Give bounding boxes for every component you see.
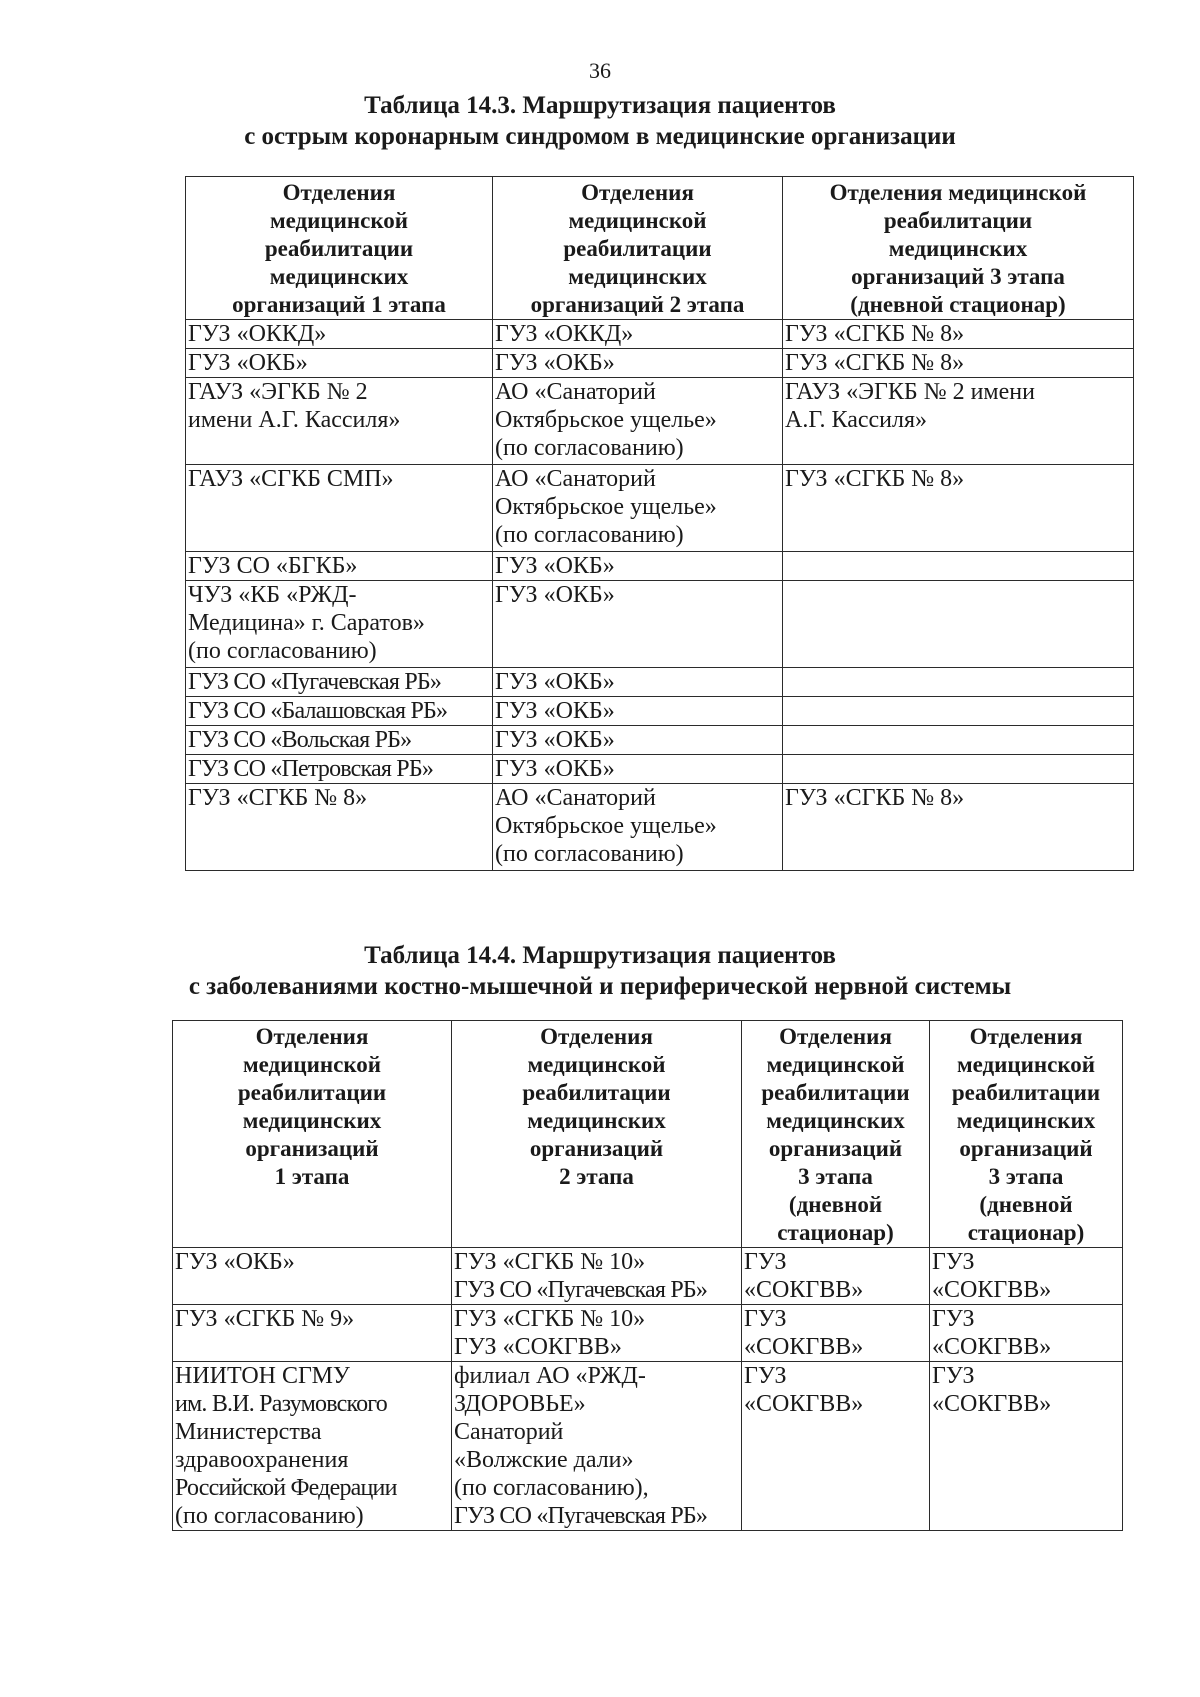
cell-text-line: (по согласованию) — [495, 841, 684, 867]
cell-text-line: ГУЗ СО «Пугачевская РБ» — [454, 1277, 708, 1303]
cell-text-line: ГАУЗ «СГКБ СМП» — [188, 466, 394, 492]
cell-text-line: (по согласованию) — [495, 522, 684, 548]
cell-text-line: ГУЗ СО «Пугачевская РБ» — [188, 669, 442, 695]
table-row — [186, 552, 1134, 581]
cell-text-line: ГУЗ «СОКГВВ» — [454, 1334, 622, 1360]
stage-1-cell — [173, 1305, 452, 1362]
cell-text-line: ГУЗ «СГКБ № 8» — [785, 785, 965, 811]
cell-text-line: «СОКГВВ» — [744, 1334, 864, 1360]
cell-text-line: ГУЗ «ОКБ» — [175, 1249, 295, 1275]
cell-text-line: (по согласованию) — [175, 1503, 364, 1529]
cell-text-line: здравоохранения — [175, 1447, 349, 1473]
stage-3-day-cell — [742, 1362, 930, 1531]
cell-text-line: реабилитации — [883, 208, 1033, 233]
cell-text-line: медицинской — [269, 208, 409, 233]
cell-text-line: реабилитации — [264, 236, 414, 261]
cell-text-line: ГАУЗ «ЭГКБ № 2 — [188, 379, 368, 405]
stage-2-cell — [493, 465, 783, 552]
cell-text-line: ГУЗ «ОККД» — [188, 321, 327, 347]
cell-text-line: реабилитации — [522, 1080, 671, 1105]
stage-3-cell — [783, 726, 1134, 755]
stage-2-cell — [493, 320, 783, 349]
stage-3-cell — [783, 784, 1134, 871]
cell-text-line: ГУЗ «ОКБ» — [495, 669, 615, 695]
cell-text-line: Октябрьское ущелье» — [495, 494, 717, 520]
stage-2-cell — [493, 726, 783, 755]
table-row — [173, 1248, 1123, 1305]
table-14-3-title-line-2: с острым коронарным синдромом в медицинские организации — [244, 123, 956, 150]
table-14-3 — [185, 176, 1134, 871]
table-row — [173, 1362, 1123, 1531]
stage-2-cell — [493, 349, 783, 378]
cell-text-line: Отделения — [969, 1024, 1083, 1049]
stage-1-cell — [186, 784, 493, 871]
cell-text-line: Отделения медицинской — [829, 180, 1087, 205]
stage-3-cell — [783, 378, 1134, 465]
stage-3-day-cell — [930, 1248, 1123, 1305]
cell-text-line: ГУЗ «ОККД» — [495, 321, 634, 347]
cell-text-line: ГУЗ — [932, 1306, 975, 1332]
cell-text-line: реабилитации — [237, 1080, 387, 1105]
table-row — [186, 465, 1134, 552]
cell-text-line: ГУЗ «ОКБ» — [495, 727, 615, 753]
stage-1-cell — [186, 697, 493, 726]
cell-text-line: медицинской — [568, 208, 707, 233]
cell-text-line: (дневной — [788, 1192, 883, 1217]
cell-text-line: ГУЗ «ОКБ» — [495, 553, 615, 579]
cell-text-line: медицинских — [568, 264, 707, 289]
cell-text-line: 3 этапа — [988, 1164, 1064, 1189]
cell-text-line: АО «Санаторий — [495, 466, 656, 492]
table-14-3-header-stage-1 — [186, 177, 493, 320]
table-row — [186, 349, 1134, 378]
stage-2-cell — [452, 1248, 742, 1305]
cell-text-line: организаций — [768, 1136, 903, 1161]
stage-1-cell — [186, 552, 493, 581]
cell-text-line: ГУЗ «ОКБ» — [495, 350, 615, 376]
stage-3-cell — [783, 349, 1134, 378]
cell-text-line: имени А.Г. Кассиля» — [188, 407, 401, 433]
table-row — [186, 784, 1134, 871]
cell-text-line: медицинской — [766, 1052, 905, 1077]
cell-text-line: ГУЗ «ОКБ» — [188, 350, 308, 376]
stage-2-cell — [493, 697, 783, 726]
cell-text-line: ЗДОРОВЬЕ» — [454, 1391, 586, 1417]
stage-3-cell — [783, 552, 1134, 581]
stage-2-cell — [493, 668, 783, 697]
stage-1-cell — [186, 581, 493, 668]
cell-text-line: реабилитации — [951, 1080, 1101, 1105]
cell-text-line: медицинских — [242, 1108, 382, 1133]
cell-text-line: медицинской — [242, 1052, 382, 1077]
table-14-4-title — [0, 940, 1200, 1002]
stage-2-cell — [452, 1305, 742, 1362]
cell-text-line: АО «Санаторий — [495, 379, 656, 405]
cell-text-line: «СОКГВВ» — [744, 1277, 864, 1303]
stage-3-cell — [783, 465, 1134, 552]
cell-text-line: Министерства — [175, 1419, 322, 1445]
stage-3-day-cell — [930, 1362, 1123, 1531]
stage-2-cell — [493, 784, 783, 871]
cell-text-line: ГУЗ — [932, 1363, 975, 1389]
cell-text-line: «СОКГВВ» — [932, 1334, 1052, 1360]
table-14-4-header-stage-1 — [173, 1021, 452, 1248]
stage-1-cell — [186, 349, 493, 378]
table-row — [186, 755, 1134, 784]
cell-text-line: ГУЗ «СГКБ № 8» — [785, 321, 965, 347]
cell-text-line: (по согласованию) — [495, 435, 684, 461]
cell-text-line: медицинских — [269, 264, 409, 289]
stage-3-cell — [783, 755, 1134, 784]
cell-text-line: ГУЗ «СГКБ № 10» — [454, 1249, 646, 1275]
stage-1-cell — [173, 1248, 452, 1305]
stage-2-cell — [493, 552, 783, 581]
table-14-4-title-line-2: с заболеваниями костно-мышечной и периферической нервной системы — [188, 973, 1012, 1000]
cell-text-line: ГУЗ «ОКБ» — [495, 756, 615, 782]
table-14-3-header-stage-2 — [493, 177, 783, 320]
cell-text-line: организаций — [529, 1136, 664, 1161]
table-14-4 — [172, 1020, 1123, 1531]
cell-text-line: ГУЗ — [744, 1306, 787, 1332]
cell-text-line: (дневной — [979, 1192, 1073, 1217]
cell-text-line: организаций 3 этапа — [851, 264, 1065, 289]
cell-text-line: Санаторий — [454, 1419, 564, 1445]
stage-2-cell — [452, 1362, 742, 1531]
cell-text-line: реабилитации — [563, 236, 712, 261]
cell-text-line: ГУЗ «ОКБ» — [495, 582, 615, 608]
cell-text-line: ГУЗ СО «Петровская РБ» — [188, 756, 434, 782]
cell-text-line: (по согласованию), — [454, 1475, 649, 1501]
cell-text-line: А.Г. Кассиля» — [785, 407, 928, 433]
table-row — [186, 668, 1134, 697]
cell-text-line: ЧУЗ «КБ «РЖД- — [188, 582, 357, 608]
cell-text-line: 3 этапа — [798, 1164, 873, 1189]
cell-text-line: АО «Санаторий — [495, 785, 656, 811]
cell-text-line: ГАУЗ «ЭГКБ № 2 имени — [785, 379, 1035, 405]
stage-1-cell — [186, 465, 493, 552]
cell-text-line: ГУЗ — [744, 1363, 787, 1389]
stage-1-cell — [186, 755, 493, 784]
cell-text-line: ГУЗ — [932, 1249, 975, 1275]
stage-1-cell — [186, 726, 493, 755]
stage-3-cell — [783, 320, 1134, 349]
cell-text-line: организаций 1 этапа — [232, 292, 446, 317]
stage-1-cell — [186, 668, 493, 697]
cell-text-line: медицинской — [956, 1052, 1096, 1077]
cell-text-line: Медицина» г. Саратов» — [188, 610, 425, 636]
cell-text-line: медицинских — [956, 1108, 1096, 1133]
cell-text-line: им. В.И. Разумовского — [175, 1391, 387, 1417]
cell-text-line: ГУЗ «СГКБ № 10» — [454, 1306, 646, 1332]
cell-text-line: Октябрьское ущелье» — [495, 813, 717, 839]
table-row — [186, 581, 1134, 668]
stage-2-cell — [493, 581, 783, 668]
cell-text-line: Российской Федерации — [175, 1475, 397, 1501]
cell-text-line: «СОКГВВ» — [932, 1391, 1052, 1417]
stage-3-cell — [783, 581, 1134, 668]
table-14-4-header-stage-3a — [742, 1021, 930, 1248]
cell-text-line: 1 этапа — [274, 1164, 350, 1189]
table-row — [186, 320, 1134, 349]
cell-text-line: «Волжские дали» — [454, 1447, 634, 1473]
table-14-3-title — [0, 90, 1200, 152]
cell-text-line: организаций 2 этапа — [530, 292, 745, 317]
cell-text-line: стационар) — [967, 1220, 1085, 1245]
cell-text-line: Отделения — [779, 1024, 892, 1049]
cell-text-line: Отделения — [255, 1024, 369, 1049]
stage-3-day-cell — [742, 1305, 930, 1362]
cell-text-line: ГУЗ СО «БГКБ» — [188, 553, 358, 579]
cell-text-line: ГУЗ СО «Пугачевская РБ» — [454, 1503, 708, 1529]
cell-text-line: филиал АО «РЖД- — [454, 1363, 646, 1389]
table-14-4-title-line-1: Таблица 14.4. Маршрутизация пациентов — [364, 942, 836, 969]
stage-3-cell — [783, 697, 1134, 726]
stage-2-cell — [493, 378, 783, 465]
table-14-3-header-row — [186, 177, 1134, 320]
table-14-4-header-stage-2 — [452, 1021, 742, 1248]
cell-text-line: Отделения — [282, 180, 396, 205]
cell-text-line: медицинской — [527, 1052, 666, 1077]
cell-text-line: стационар) — [777, 1220, 894, 1245]
stage-1-cell — [186, 320, 493, 349]
stage-3-day-cell — [742, 1248, 930, 1305]
cell-text-line: медицинских — [766, 1108, 905, 1133]
cell-text-line: ГУЗ «ОКБ» — [495, 698, 615, 724]
stage-2-cell — [493, 755, 783, 784]
cell-text-line: организаций — [959, 1136, 1093, 1161]
cell-text-line: медицинских — [888, 236, 1028, 261]
cell-text-line: (по согласованию) — [188, 638, 377, 664]
cell-text-line: Отделения — [540, 1024, 653, 1049]
cell-text-line: НИИТОН СГМУ — [175, 1363, 350, 1389]
table-row — [186, 378, 1134, 465]
cell-text-line: медицинских — [527, 1108, 666, 1133]
stage-1-cell — [173, 1362, 452, 1531]
stage-3-day-cell — [930, 1305, 1123, 1362]
cell-text-line: Отделения — [581, 180, 694, 205]
table-row — [186, 697, 1134, 726]
stage-1-cell — [186, 378, 493, 465]
cell-text-line: организаций — [245, 1136, 379, 1161]
cell-text-line: ГУЗ «СГКБ № 8» — [188, 785, 368, 811]
cell-text-line: ГУЗ СО «Балашовская РБ» — [188, 698, 448, 724]
cell-text-line: ГУЗ «СГКБ № 8» — [785, 466, 965, 492]
table-14-4-header-row — [173, 1021, 1123, 1248]
cell-text-line: ГУЗ — [744, 1249, 787, 1275]
cell-text-line: (дневной стационар) — [850, 292, 1066, 317]
cell-text-line: ГУЗ «СГКБ № 8» — [785, 350, 965, 376]
cell-text-line: 2 этапа — [559, 1164, 634, 1189]
table-14-3-title-line-1: Таблица 14.3. Маршрутизация пациентов — [364, 92, 836, 119]
cell-text-line: ГУЗ «СГКБ № 9» — [175, 1306, 355, 1332]
table-14-3-header-stage-3 — [783, 177, 1134, 320]
cell-text-line: ГУЗ СО «Вольская РБ» — [188, 727, 412, 753]
cell-text-line: реабилитации — [761, 1080, 910, 1105]
table-14-4-header-stage-3b — [930, 1021, 1123, 1248]
cell-text-line: «СОКГВВ» — [932, 1277, 1052, 1303]
table-row — [173, 1305, 1123, 1362]
stage-3-cell — [783, 668, 1134, 697]
cell-text-line: «СОКГВВ» — [744, 1391, 864, 1417]
cell-text-line: Октябрьское ущелье» — [495, 407, 717, 433]
page-number: 36 — [589, 58, 611, 83]
table-row — [186, 726, 1134, 755]
